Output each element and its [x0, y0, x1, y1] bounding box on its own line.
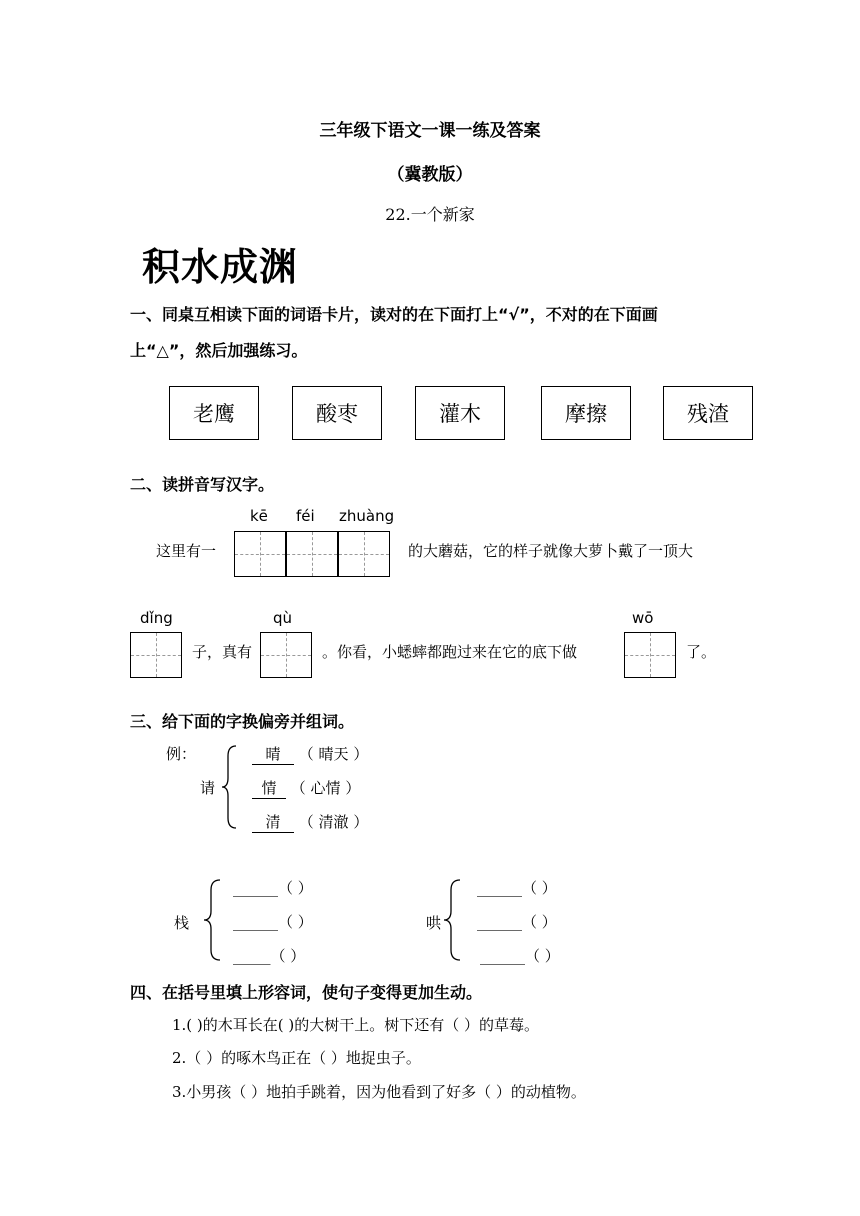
source-char: 栈 — [174, 914, 190, 932]
sentence-text: 这里有一 — [156, 542, 217, 560]
example-char-answer: 晴 — [252, 743, 294, 765]
example-word: （ 清澈 ） — [298, 813, 369, 831]
word-card: 摩擦 — [541, 386, 631, 440]
q4-item[interactable]: 2.（ ）的啄木鸟正在（ ）地捉虫子。 — [172, 1049, 421, 1067]
q1-heading-line2: 上“△”，然后加强练习。 — [130, 341, 308, 360]
page-title: 三年级下语文一课一练及答案 — [319, 121, 541, 141]
example-char: 请 — [200, 779, 216, 797]
answer-blank[interactable]: ______（ ） — [233, 913, 313, 931]
example-char-answer: 清 — [252, 811, 294, 833]
pinyin: wō — [632, 609, 654, 627]
q2-heading: 二、读拼音写汉字。 — [130, 475, 275, 494]
pinyin: qù — [273, 609, 293, 627]
word-card: 酸枣 — [292, 386, 382, 440]
pinyin: kē — [250, 507, 268, 525]
source-char: 哄 — [426, 914, 442, 932]
writing-grid[interactable] — [234, 531, 286, 577]
example-row — [252, 777, 360, 799]
answer-blank[interactable]: ______（ ） — [477, 913, 557, 931]
q3-heading: 三、给下面的字换偏旁并组词。 — [130, 712, 355, 731]
brace-icon — [220, 744, 240, 830]
example-char-answer: 情 — [252, 777, 286, 799]
pinyin: féi — [296, 507, 315, 525]
writing-grid[interactable] — [338, 531, 390, 577]
example-label: 例： — [166, 745, 197, 763]
pinyin: dǐng — [140, 609, 173, 627]
q4-item[interactable]: 1.( )的木耳长在( )的大树干上。树下还有（ ）的草莓。 — [172, 1016, 540, 1034]
answer-blank[interactable]: ______（ ） — [480, 947, 560, 965]
writing-grid[interactable] — [624, 632, 676, 678]
example-word: （ 晴天 ） — [298, 745, 369, 763]
writing-grid[interactable] — [260, 632, 312, 678]
writing-grid[interactable] — [286, 531, 338, 577]
sentence-text: 的大蘑菇，它的样子就像大萝卜戴了一顶大 — [408, 542, 694, 560]
q4-item[interactable]: 3.小男孩（ ）地拍手跳着，因为他看到了好多（ ）的动植物。 — [172, 1083, 586, 1101]
sentence-text: 子，真有 — [192, 643, 253, 661]
sentence-text: 。你看，小蟋蟀都跑过来在它的底下做 — [322, 643, 578, 661]
lesson-title: 22.一个新家 — [385, 205, 475, 224]
logo-text: 积水成渊 — [142, 244, 299, 289]
word-card: 老鹰 — [169, 386, 259, 440]
example-word: （ 心情 ） — [290, 779, 361, 797]
brace-icon — [202, 878, 224, 962]
brace-icon — [442, 878, 464, 962]
answer-blank[interactable]: ______（ ） — [233, 879, 313, 897]
pinyin: zhuàng — [339, 507, 395, 525]
q4-heading: 四、在括号里填上形容词，使句子变得更加生动。 — [130, 983, 483, 1002]
writing-grid[interactable] — [130, 632, 182, 678]
example-row — [252, 743, 368, 765]
answer-blank[interactable]: _____（ ） — [233, 947, 306, 965]
sentence-text: 了。 — [686, 643, 717, 661]
word-card: 残渣 — [663, 386, 753, 440]
word-card: 灌木 — [415, 386, 505, 440]
answer-blank[interactable]: ______（ ） — [477, 879, 557, 897]
edition-label: （冀教版） — [387, 165, 473, 185]
q1-heading-line1: 一、同桌互相读下面的词语卡片，读对的在下面打上“√”，不对的在下面画 — [130, 305, 658, 324]
example-row — [252, 811, 368, 833]
